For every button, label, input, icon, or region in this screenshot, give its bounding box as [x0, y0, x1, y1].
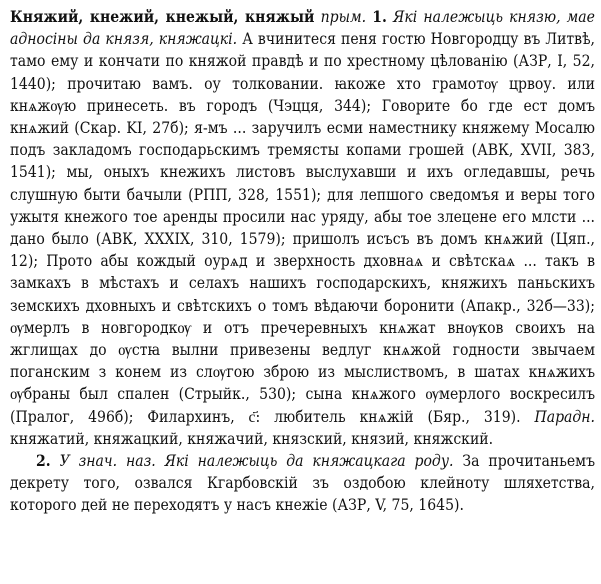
sense-1-number: 1.	[372, 7, 387, 26]
dictionary-entry-sense-2	[10, 450, 595, 517]
sense-2-citations: За прочитаньемъ декрету того, озвался Кгарбовскій зъ оздобою клейноту шляхетства, которого дей не переходятъ у насъ кнежіе (АЗР, V, 75, 1645).	[10, 452, 595, 515]
cross-reference-label: Парадн.	[534, 407, 595, 426]
sense-1-citations: А вчинитеся пеня гостю Новгородцу въ Литвѣ, тамо ему и кончати по княжой правдѣ и по хрестному цѣлованію (АЗР, I, 52, 1440); прочитаю вамъ. оу толковании. ꙗкоже хто грамотѹ црвоу. или кнѧжѹю принесеть. въ городъ (Чэцця, 344); Говорите бо где ест домъ кнѧжий (Скар. KI, 27б); я-мъ ... заручилъ есми наместнику княжему Мосалю подъ закладомъ господарьскимъ тремясты копами грошей (АВК, XVII, 383, 1541); мы, оныхъ кнежихъ листовъ выслухавши и ихъ огледавшы, речь слушную быти бачыли (РПП, 328, 1551); для лепшого сведомъя и веры того ужытя кнежого тое аренды просили нас уряду, абы тое злецене его млсти ... дано было (АВК, XXXIX, 310, 1579); пришолъ исъсъ въ домъ кнѧжий (Цяп., 12); Прото абы кождый оурѧд и зверхность дховнаѧ и свѣтскаѧ ... такъ в замкахъ в мѣстахъ и селахъ нашихъ господарскихъ, княжихъ паньскихъ земскихъ дховныхъ и свѣтскихъ о томъ вѣдаючи боронити (Апакр., 32б—33); ѹмерлъ в новгородкѹ и отъ пречеревныхъ кнѧжат внѹков своихъ на жглищах до ѹстꙗ вылни привезены ведлуг кнѧжой годности звычаем поганским з конем из слѹгою зброю из мыслиствомъ, в шатах кнѧжихъ ѹбраны был спален (Стрыйк., 530); сына кнѧжого ѹмерлого воскресилъ (Пралог, 496б); Филархинъ, с҃: любитель кнѧжій (Бяр., 319).	[10, 30, 595, 426]
sense-1-definition: Які належыць князю, мае адносіны да князя, княжацкі.	[10, 8, 595, 49]
entry-headword: Княжий, кнежий, кнежый, княжый	[10, 7, 315, 26]
dictionary-entry-sense-1	[10, 6, 595, 450]
sense-2-definition: У знач. наз. Які належыць да княжацкага роду.	[59, 452, 454, 471]
cross-reference-list: княжатий, княжацкий, княжачий, князский, князий, княжский.	[10, 429, 494, 448]
part-of-speech: прым.	[320, 8, 367, 26]
sense-2-number: 2.	[36, 451, 51, 471]
